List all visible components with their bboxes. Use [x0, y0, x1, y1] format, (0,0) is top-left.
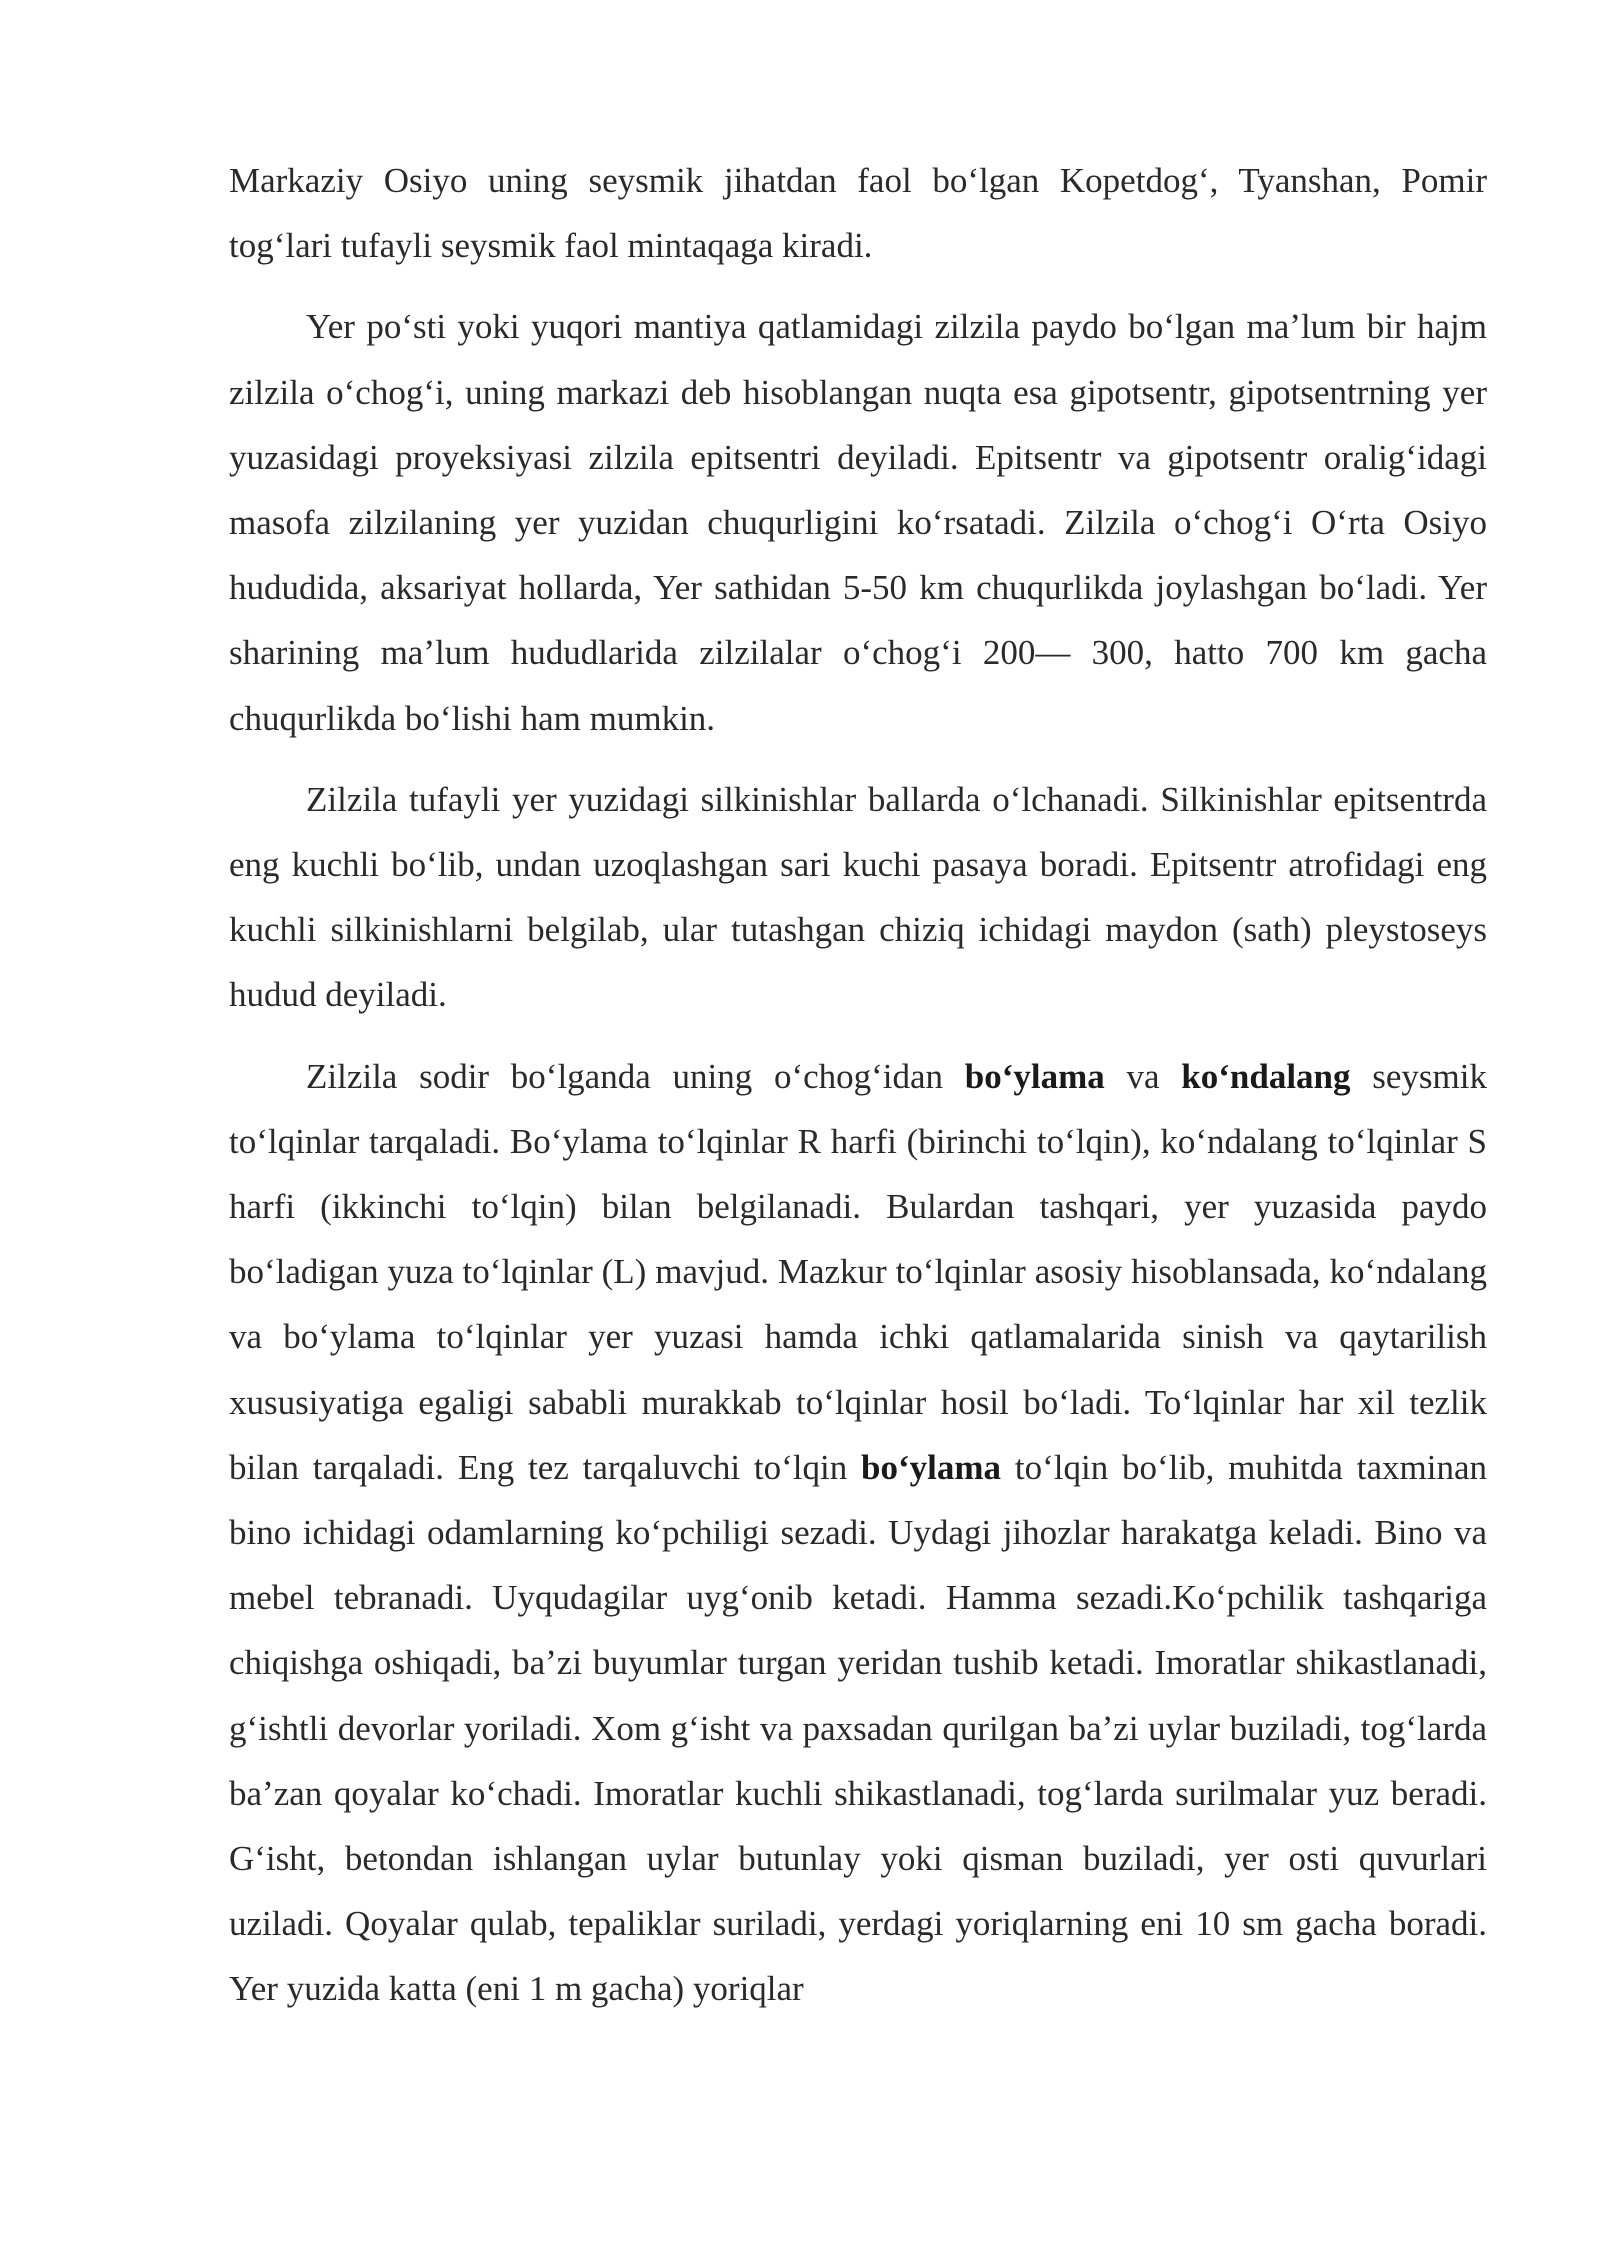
- paragraph-text: seysmik toʻlqinlar tarqaladi. Boʻylama toʻlqinlar R harfi (birinchi toʻlqin), koʻndalang toʻlqinlar S harfi (ikkinchi toʻlqin) bilan belgilanadi. Bulardan tashqari, yer yuzasida paydo boʻladigan yuza toʻlqinlar (L) mavjud. Mazkur toʻlqinlar asosiy hisoblansada, koʻndalang va boʻylama toʻlqinlar yer yuzasi hamda ichki qatlamalarida sinish va qaytarilish xususiyatiga egaligi sababli murakkab toʻlqinlar hosil boʻladi. Toʻlqinlar har xil tezlik bilan tarqaladi. Eng tez tarqaluvchi toʻlqin: [229, 1056, 1487, 1487]
- document-page: [229, 148, 1487, 2038]
- paragraph-text: toʻlqin boʻlib, muhitda taxminan bino ichidagi odamlarning koʻpchiligi sezadi. Uydagi jihozlar harakatga keladi. Bino va mebel tebranadi. Uyqudagilar uygʻonib ketadi. Hamma sezadi.Koʻpchilik tashqariga chiqishga oshiqadi, baʼzi buyumlar turgan yeridan tushib ketadi. Imoratlar shikastlanadi, gʻishtli devorlar yoriladi. Xom gʻisht va paxsadan qurilgan baʼzi uylar buziladi, togʻlarda baʼzan qoyalar koʻchadi. Imoratlar kuchli shikastlanadi, togʻlarda surilmalar yuz beradi. Gʻisht, betondan ishlangan uylar butunlay yoki qisman buziladi, yer osti quvurlari uziladi. Qoyalar qulab, tepaliklar suriladi, yerdagi yoriqlarning eni 10 sm gacha boradi. Yer yuzida katta (eni 1 m gacha) yoriqlar: [229, 1447, 1487, 2009]
- paragraph-text: Yer poʻsti yoki yuqori mantiya qatlamidagi zilzila paydo boʻlgan maʼlum bir hajm zilzila oʻchogʻi, uning markazi deb hisoblangan nuqta esa gipotsentr, gipotsentrning yer yuzasidagi proyeksiyasi zilzila epitsentri deyiladi. Epitsentr va gipotsentr oraligʻidagi masofa zilzilaning yer yuzidan chuqurligini koʻrsatadi. Zilzila oʻchogʻi Oʻrta Osiyo hududida, aksariyat hollarda, Yer sathidan 5-50 km chuqurlikda joylashgan boʻladi. Yer sharining maʼlum hududlarida zilzilalar oʻchogʻi 200— 300, hatto 700 km gacha chuqurlikda boʻlishi ham mumkin.: [229, 307, 1487, 738]
- paragraph-3: [229, 767, 1487, 1028]
- paragraph-4: [229, 1044, 1487, 2022]
- paragraph-text: va: [1104, 1056, 1182, 1096]
- bold-term-kondalang: koʻndalang: [1181, 1056, 1351, 1096]
- paragraph-1: [229, 148, 1487, 278]
- paragraph-text: Markaziy Osiyo uning seysmik jihatdan faol boʻlgan Kopetdogʻ, Tyanshan, Pomir togʻlari tufayli seysmik faol mintaqaga kiradi.: [229, 161, 1487, 266]
- paragraph-2: [229, 294, 1487, 750]
- bold-term-boylama: boʻylama: [861, 1447, 1002, 1487]
- bold-term-boylama: boʻylama: [964, 1056, 1105, 1096]
- paragraph-text: Zilzila sodir boʻlganda uning oʻchogʻidan: [306, 1056, 965, 1096]
- paragraph-text: Zilzila tufayli yer yuzidagi silkinishlar ballarda oʻlchanadi. Silkinishlar epitsentrda eng kuchli boʻlib, undan uzoqlashgan sari kuchi pasaya boradi. Epitsentr atrofidagi eng kuchli silkinishlarni belgilab, ular tutashgan chiziq ichidagi maydon (sath) pleystoseys hudud deyiladi.: [229, 779, 1487, 1015]
